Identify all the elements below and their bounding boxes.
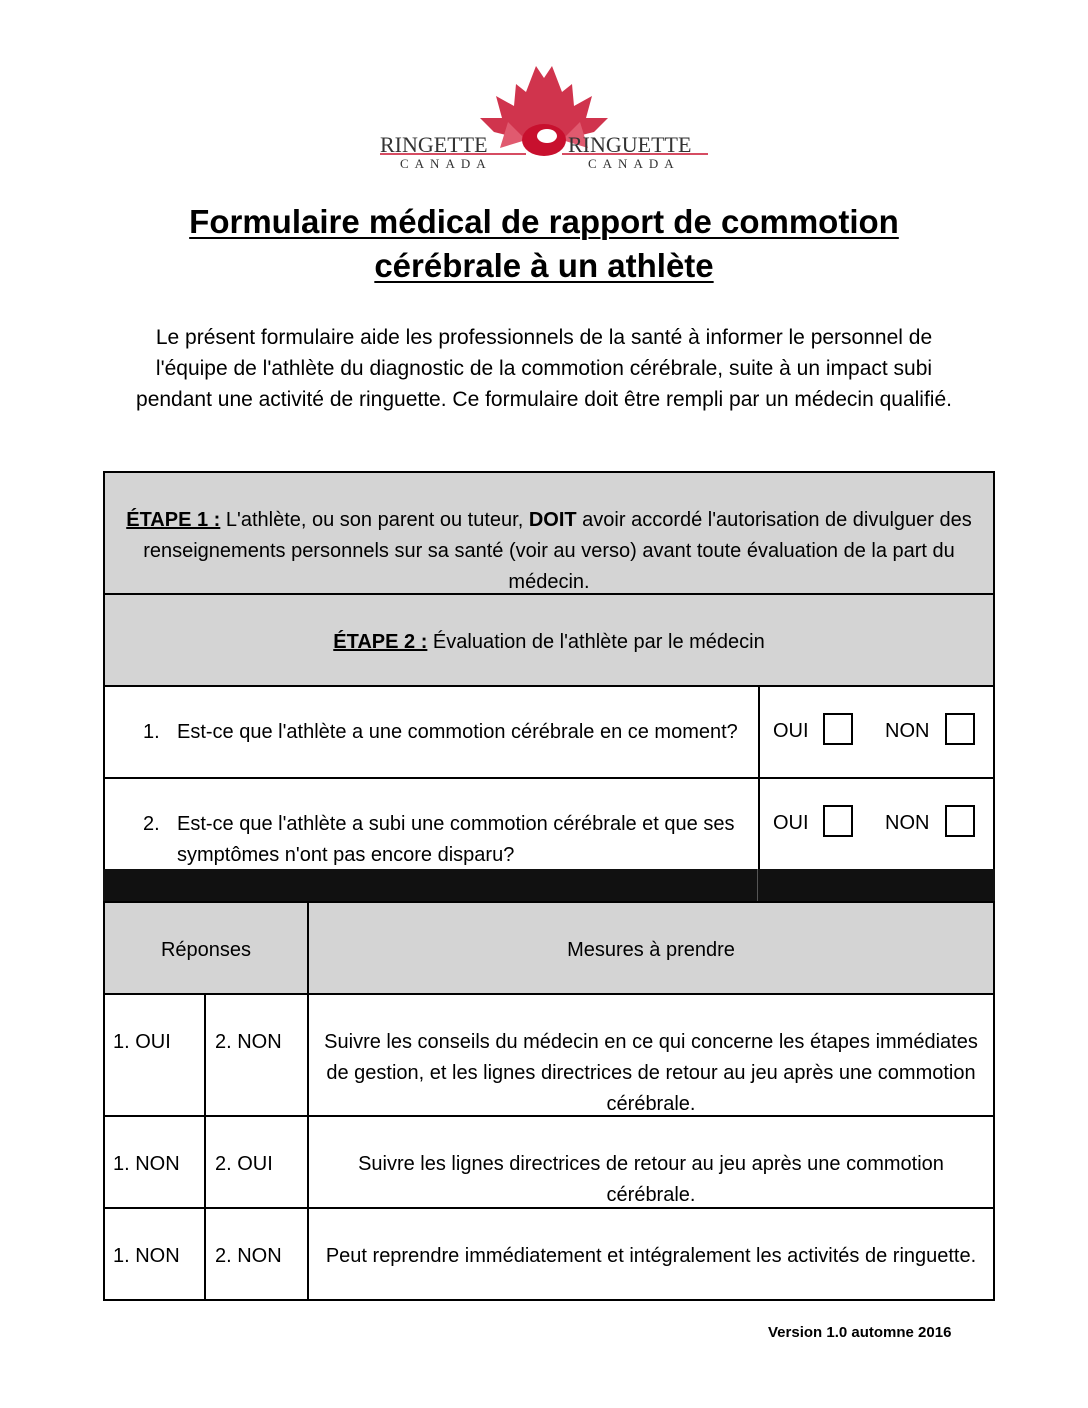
- step-1-text-a: L'athlète, ou son parent ou tuteur,: [220, 509, 529, 531]
- logo-text-left: RINGETTE: [380, 132, 488, 157]
- row-2-answer-1: 1. NON: [113, 1153, 180, 1175]
- row-3-answer-1: 1. NON: [113, 1245, 180, 1267]
- question-2-no-checkbox[interactable]: [945, 805, 975, 837]
- step-2-box: [103, 593, 995, 687]
- step-1-text: [125, 505, 973, 598]
- row-1-divider-1: [204, 995, 206, 1115]
- step-2-text: [105, 627, 993, 657]
- page-title: [60, 200, 1028, 288]
- question-2-text: [143, 809, 743, 871]
- header-responses: Réponses: [160, 939, 252, 961]
- row-3-action: Peut reprendre immédiatement et intégralement les activités de ringuette.: [325, 1245, 977, 1267]
- question-2-yes-checkbox[interactable]: [823, 805, 853, 837]
- question-1-number: 1.: [143, 721, 160, 743]
- row-1-divider-2: [307, 995, 309, 1115]
- question-1-yes-checkbox[interactable]: [823, 713, 853, 745]
- separator-divider: [757, 869, 758, 901]
- question-1-no-checkbox[interactable]: [945, 713, 975, 745]
- logo-sub-left: CANADA: [400, 156, 492, 171]
- ringette-canada-logo: [376, 62, 712, 172]
- question-2-row: [103, 777, 995, 871]
- question-2-yes-label: OUI: [773, 812, 809, 834]
- row-1-action: Suivre les conseils du médecin en ce qui concerne les étapes immédiates de gestion, et les lignes directrices de retour au jeu après une commotion cérébrale.: [324, 1031, 978, 1115]
- row-3-answer-2: 2. NON: [215, 1245, 282, 1267]
- step-2-description: Évaluation de l'athlète par le médecin: [427, 631, 765, 653]
- step-1-text-b: avoir accordé l'autorisation de divulguer des renseignements personnels sur sa santé (voir au verso) avant toute évaluation de la part du médecin.: [143, 509, 972, 593]
- question-1-divider: [758, 687, 760, 777]
- table-row: [103, 1207, 995, 1301]
- question-1-yes-label: OUI: [773, 720, 809, 742]
- question-2-no-label: NON: [885, 812, 930, 834]
- row-2-divider-1: [204, 1117, 206, 1207]
- intro-paragraph: Le présent formulaire aide les professionnels de la santé à informer le personnel de l'équipe de l'athlète du diagnostic de la commotion cérébrale, suite à un impact subi pendant une activité de ringuette. Ce formulaire doit être rempli par un médecin qualifié.: [136, 326, 952, 411]
- question-2-body: Est-ce que l'athlète a subi une commotion cérébrale et que ses symptômes n'ont pas encore disparu?: [177, 813, 735, 866]
- row-2-action: Suivre les lignes directrices de retour au jeu après une commotion cérébrale.: [358, 1153, 944, 1206]
- step-1-box: [103, 471, 995, 595]
- question-1-row: [103, 685, 995, 779]
- logo-text-right: RINGUETTE: [568, 132, 692, 157]
- step-2-label: ÉTAPE 2 :: [333, 631, 428, 653]
- title-line-1: Formulaire médical de rapport de commotion: [189, 203, 899, 240]
- question-1-no-label: NON: [885, 720, 930, 742]
- black-separator-bar: [103, 869, 995, 901]
- logo-sub-right: CANADA: [588, 156, 680, 171]
- row-1-answer-2: 2. NON: [215, 1031, 282, 1053]
- question-2-number: 2.: [143, 813, 160, 835]
- header-actions: Mesures à prendre: [567, 939, 735, 961]
- row-2-answer-2: 2. OUI: [215, 1153, 273, 1175]
- title-line-2: cérébrale à un athlète: [374, 247, 714, 284]
- question-1-text: [143, 717, 743, 748]
- response-table-header: [103, 901, 995, 995]
- row-1-answer-1: 1. OUI: [113, 1031, 171, 1053]
- row-3-divider-2: [307, 1209, 309, 1299]
- version-footer: Version 1.0 automne 2016: [768, 1324, 952, 1341]
- table-row: [103, 1115, 995, 1209]
- maple-leaf-ring-logo-icon: [376, 62, 712, 172]
- question-2-divider: [758, 779, 760, 871]
- table-row: [103, 993, 995, 1117]
- step-1-emphasis: DOIT: [528, 509, 577, 531]
- question-1-body: Est-ce que l'athlète a une commotion cérébrale en ce moment?: [177, 721, 738, 743]
- step-1-label: ÉTAPE 1 :: [126, 509, 221, 531]
- row-2-divider-2: [307, 1117, 309, 1207]
- row-3-divider-1: [204, 1209, 206, 1299]
